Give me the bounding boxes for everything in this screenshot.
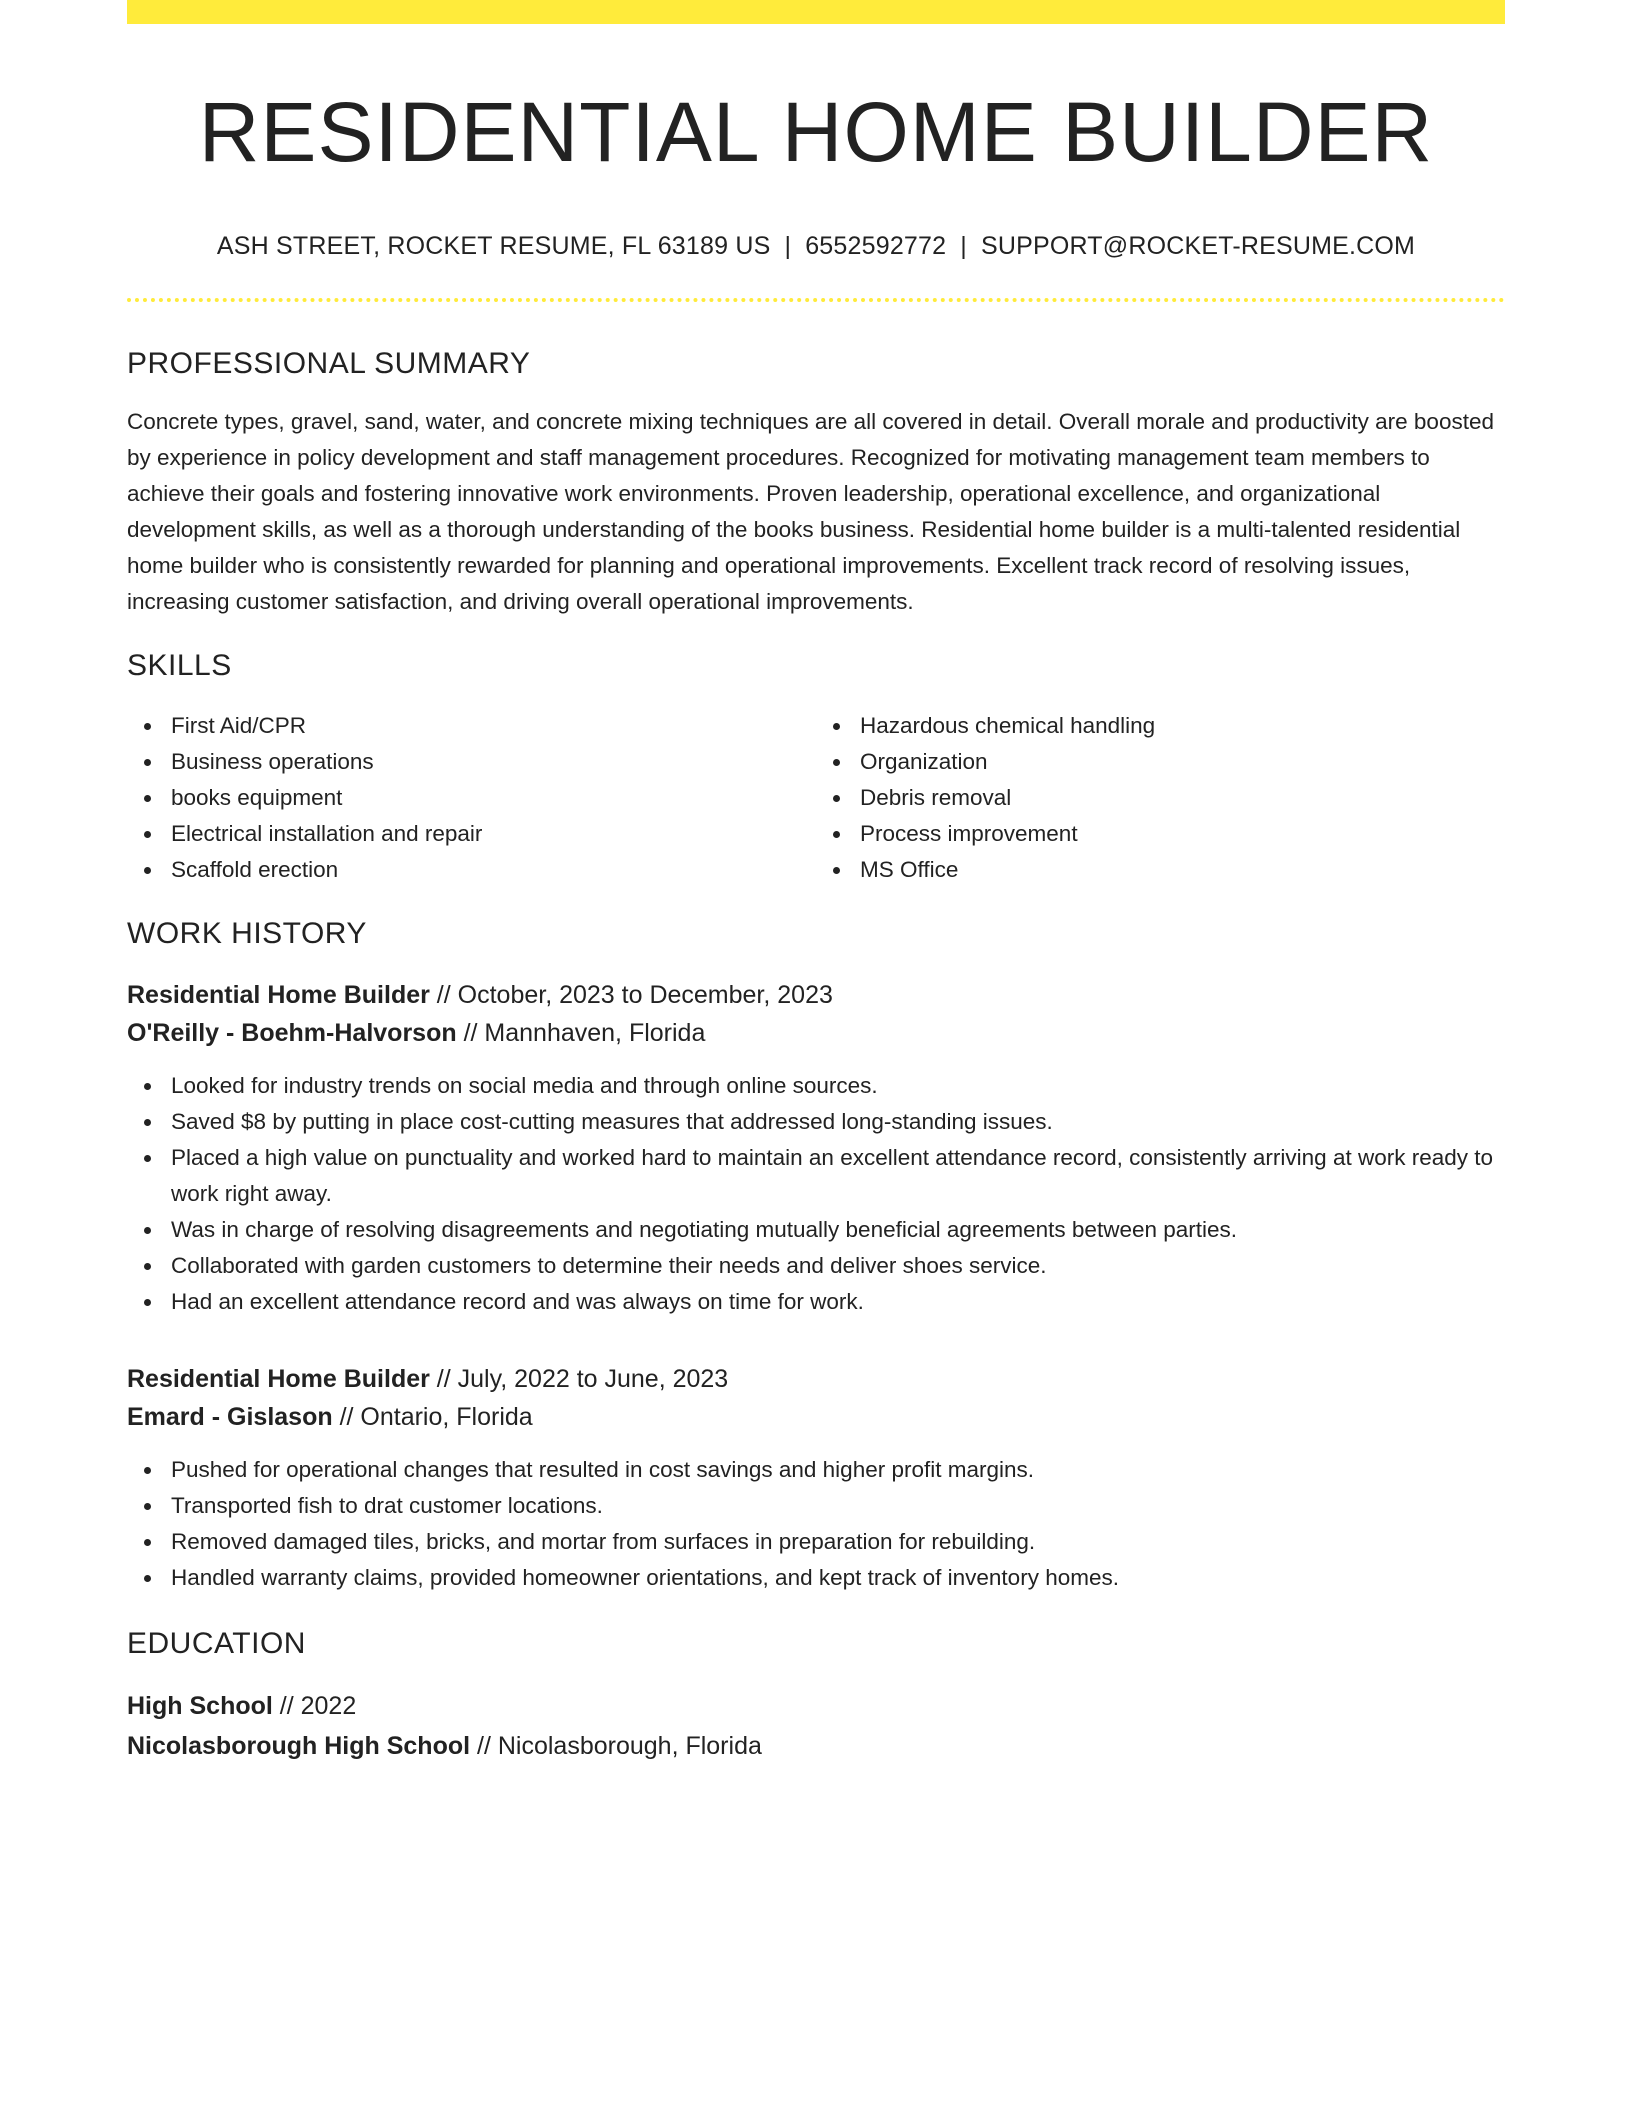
job-title-line	[127, 976, 1505, 1014]
skill-item: Hazardous chemical handling	[816, 708, 1505, 744]
job-location: // Mannhaven, Florida	[456, 1019, 706, 1047]
contact-address: ASH STREET, ROCKET RESUME, FL 63189 US	[216, 232, 771, 260]
skill-item: Scaffold erection	[127, 852, 816, 888]
job-company: Emard - Gislason	[127, 1403, 333, 1431]
resume-page	[127, 0, 1505, 1766]
summary-heading: PROFESSIONAL SUMMARY	[127, 347, 531, 380]
job-company: O'Reilly - Boehm-Halvorson	[127, 1019, 457, 1047]
job-bullet: Had an excellent attendance record and was always on time for work.	[127, 1284, 1505, 1320]
job-bullet: Looked for industry trends on social media and through online sources.	[127, 1068, 1505, 1104]
contact-email: SUPPORT@ROCKET-RESUME.COM	[980, 232, 1416, 260]
candidate-name: RESIDENTIAL HOME BUILDER	[198, 85, 1434, 179]
job-bullets	[127, 1452, 1505, 1596]
skills-column-left	[127, 708, 816, 888]
skill-item: First Aid/CPR	[127, 708, 816, 744]
job-bullet: Collaborated with garden customers to determine their needs and deliver shoes service.	[127, 1248, 1505, 1284]
job-entry	[127, 1360, 1505, 1596]
job-role: Residential Home Builder	[127, 1365, 430, 1393]
skill-item: MS Office	[816, 852, 1505, 888]
education-entry	[127, 1686, 1505, 1766]
contact-separator: |	[960, 232, 967, 260]
job-bullet: Was in charge of resolving disagreements and negotiating mutually beneficial agreements between parties.	[127, 1212, 1505, 1248]
job-dates: // July, 2022 to June, 2023	[429, 1365, 729, 1393]
contact-phone: 6552592772	[805, 232, 947, 260]
education-year: // 2022	[272, 1692, 357, 1720]
work-history-heading: WORK HISTORY	[127, 917, 367, 950]
education-heading: EDUCATION	[127, 1627, 306, 1660]
dotted-divider	[127, 298, 1505, 302]
education-degree: High School	[127, 1692, 273, 1720]
job-bullets	[127, 1068, 1505, 1320]
skills-heading: SKILLS	[127, 649, 232, 682]
job-company-line	[127, 1398, 1505, 1436]
job-bullet: Saved $8 by putting in place cost-cutting measures that addressed long-standing issues.	[127, 1104, 1505, 1140]
skill-item: Debris removal	[816, 780, 1505, 816]
skills-column-right	[816, 708, 1505, 888]
job-bullet: Pushed for operational changes that resulted in cost savings and higher profit margins.	[127, 1452, 1505, 1488]
job-title-line	[127, 1360, 1505, 1398]
job-bullet: Transported fish to drat customer locations.	[127, 1488, 1505, 1524]
job-bullet: Handled warranty claims, provided homeowner orientations, and kept track of inventory homes.	[127, 1560, 1505, 1596]
job-bullet: Removed damaged tiles, bricks, and mortar from surfaces in preparation for rebuilding.	[127, 1524, 1505, 1560]
job-location: // Ontario, Florida	[332, 1403, 533, 1431]
skill-item: Organization	[816, 744, 1505, 780]
education-school: Nicolasborough High School	[127, 1732, 471, 1760]
accent-top-bar	[127, 0, 1505, 24]
skill-item: Business operations	[127, 744, 816, 780]
job-company-line	[127, 1014, 1505, 1052]
skill-item: Process improvement	[816, 816, 1505, 852]
summary-text: Concrete types, gravel, sand, water, and concrete mixing techniques are all covered in detail. Overall morale and productivity are boosted by experience in policy development and staff management procedures. Recognized for motivating management team members to achieve their goals and fostering innovative work environments. Proven leadership, operational excellence, and organizational development skills, as well as a thorough understanding of the books business. Residential home builder is a multi-talented residential home builder who is consistently rewarded for planning and operational improvements. Excellent track record of resolving issues, increasing customer satisfaction, and driving overall operational improvements.	[127, 409, 1494, 614]
job-dates: // October, 2023 to December, 2023	[429, 981, 833, 1009]
skill-item: books equipment	[127, 780, 816, 816]
contact-separator: |	[784, 232, 792, 260]
job-entry	[127, 976, 1505, 1320]
contact-line	[127, 230, 1505, 262]
education-location: // Nicolasborough, Florida	[470, 1732, 762, 1760]
job-bullet: Placed a high value on punctuality and worked hard to maintain an excellent attendance record, consistently arriving at work ready to work right away.	[127, 1140, 1505, 1212]
education-degree-line	[127, 1686, 1505, 1726]
education-school-line	[127, 1726, 1505, 1766]
skills-grid	[127, 708, 1505, 888]
job-role: Residential Home Builder	[127, 981, 430, 1009]
skill-item: Electrical installation and repair	[127, 816, 816, 852]
